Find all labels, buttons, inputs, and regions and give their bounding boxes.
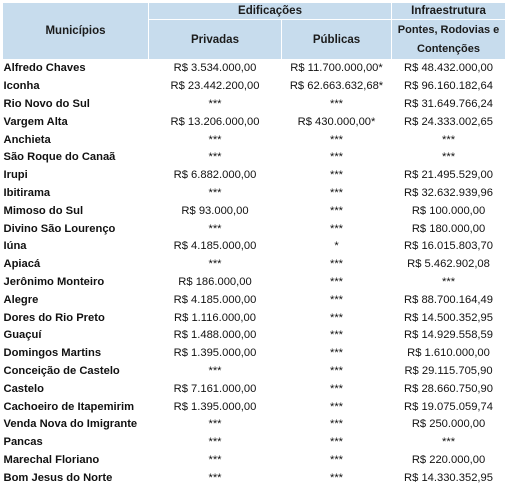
infraestrutura-cell: *** xyxy=(392,131,506,149)
data-table-container xyxy=(2,2,505,487)
privadas-cell: *** xyxy=(149,469,282,487)
table-row xyxy=(3,326,506,344)
table-row xyxy=(3,77,506,95)
privadas-cell: R$ 1.488.000,00 xyxy=(149,326,282,344)
municipio-cell: Iconha xyxy=(3,77,149,95)
header-infraestrutura: Infraestrutura xyxy=(392,3,506,20)
privadas-cell: *** xyxy=(149,433,282,451)
table-row xyxy=(3,148,506,166)
header-edificacoes: Edificações xyxy=(149,3,392,20)
privadas-cell: *** xyxy=(149,255,282,273)
infraestrutura-cell: R$ 48.432.000,00 xyxy=(392,60,506,78)
privadas-cell: *** xyxy=(149,415,282,433)
table-row xyxy=(3,113,506,131)
data-table xyxy=(2,2,506,487)
municipio-cell: Alegre xyxy=(3,291,149,309)
municipio-cell: Divino São Lourenço xyxy=(3,220,149,238)
table-row xyxy=(3,95,506,113)
municipio-cell: Guaçuí xyxy=(3,326,149,344)
municipio-cell: Anchieta xyxy=(3,131,149,149)
infraestrutura-cell: R$ 16.015.803,70 xyxy=(392,237,506,255)
infraestrutura-cell: R$ 180.000,00 xyxy=(392,220,506,238)
municipio-cell: São Roque do Canaã xyxy=(3,148,149,166)
municipio-cell: Ibitirama xyxy=(3,184,149,202)
privadas-cell: *** xyxy=(149,184,282,202)
table-row xyxy=(3,202,506,220)
municipio-cell: Venda Nova do Imigrante xyxy=(3,415,149,433)
infraestrutura-cell: R$ 14.929.558,59 xyxy=(392,326,506,344)
privadas-cell: *** xyxy=(149,131,282,149)
municipio-cell: Apiacá xyxy=(3,255,149,273)
table-row xyxy=(3,237,506,255)
municipio-cell: Vargem Alta xyxy=(3,113,149,131)
publicas-cell: *** xyxy=(282,220,392,238)
table-body xyxy=(3,60,506,487)
publicas-cell: *** xyxy=(282,273,392,291)
table-row xyxy=(3,255,506,273)
table-row xyxy=(3,415,506,433)
publicas-cell: *** xyxy=(282,326,392,344)
publicas-cell: R$ 11.700.000,00* xyxy=(282,60,392,78)
publicas-cell: *** xyxy=(282,95,392,113)
privadas-cell: R$ 13.206.000,00 xyxy=(149,113,282,131)
table-row xyxy=(3,398,506,416)
privadas-cell: *** xyxy=(149,95,282,113)
municipio-cell: Iúna xyxy=(3,237,149,255)
table-row xyxy=(3,184,506,202)
privadas-cell: *** xyxy=(149,220,282,238)
infraestrutura-cell: R$ 31.649.766,24 xyxy=(392,95,506,113)
infraestrutura-cell: R$ 32.632.939,96 xyxy=(392,184,506,202)
infraestrutura-cell: R$ 250.000,00 xyxy=(392,415,506,433)
table-row xyxy=(3,451,506,469)
publicas-cell: R$ 430.000,00* xyxy=(282,113,392,131)
header-publicas: Públicas xyxy=(282,20,392,60)
infraestrutura-cell: *** xyxy=(392,273,506,291)
infraestrutura-cell: R$ 29.115.705,90 xyxy=(392,362,506,380)
privadas-cell: *** xyxy=(149,362,282,380)
infraestrutura-cell: R$ 96.160.182,64 xyxy=(392,77,506,95)
privadas-cell: *** xyxy=(149,451,282,469)
infraestrutura-cell: R$ 24.333.002,65 xyxy=(392,113,506,131)
infraestrutura-cell: *** xyxy=(392,148,506,166)
privadas-cell: R$ 4.185.000,00 xyxy=(149,237,282,255)
publicas-cell: *** xyxy=(282,309,392,327)
municipio-cell: Bom Jesus do Norte xyxy=(3,469,149,487)
publicas-cell: *** xyxy=(282,398,392,416)
privadas-cell: R$ 186.000,00 xyxy=(149,273,282,291)
municipio-cell: Pancas xyxy=(3,433,149,451)
publicas-cell: *** xyxy=(282,291,392,309)
infraestrutura-cell: R$ 28.660.750,90 xyxy=(392,380,506,398)
municipio-cell: Cachoeiro de Itapemirim xyxy=(3,398,149,416)
privadas-cell: R$ 1.395.000,00 xyxy=(149,398,282,416)
municipio-cell: Castelo xyxy=(3,380,149,398)
privadas-cell: R$ 1.395.000,00 xyxy=(149,344,282,362)
table-row xyxy=(3,220,506,238)
publicas-cell: *** xyxy=(282,131,392,149)
header-pontes: Pontes, Rodovias e Contenções xyxy=(392,20,506,60)
table-row xyxy=(3,291,506,309)
publicas-cell: *** xyxy=(282,148,392,166)
publicas-cell: *** xyxy=(282,433,392,451)
infraestrutura-cell: R$ 220.000,00 xyxy=(392,451,506,469)
infraestrutura-cell: R$ 14.330.352,95 xyxy=(392,469,506,487)
infraestrutura-cell: R$ 19.075.059,74 xyxy=(392,398,506,416)
privadas-cell: R$ 3.534.000,00 xyxy=(149,60,282,78)
infraestrutura-cell: R$ 1.610.000,00 xyxy=(392,344,506,362)
publicas-cell: *** xyxy=(282,451,392,469)
table-row xyxy=(3,469,506,487)
publicas-cell: R$ 62.663.632,68* xyxy=(282,77,392,95)
municipio-cell: Dores do Rio Preto xyxy=(3,309,149,327)
privadas-cell: R$ 1.116.000,00 xyxy=(149,309,282,327)
municipio-cell: Jerônimo Monteiro xyxy=(3,273,149,291)
publicas-cell: *** xyxy=(282,255,392,273)
table-row xyxy=(3,362,506,380)
publicas-cell: *** xyxy=(282,344,392,362)
privadas-cell: R$ 6.882.000,00 xyxy=(149,166,282,184)
publicas-cell: *** xyxy=(282,380,392,398)
municipio-cell: Irupi xyxy=(3,166,149,184)
infraestrutura-cell: R$ 100.000,00 xyxy=(392,202,506,220)
table-row xyxy=(3,380,506,398)
publicas-cell: * xyxy=(282,237,392,255)
privadas-cell: R$ 93.000,00 xyxy=(149,202,282,220)
infraestrutura-cell: R$ 5.462.902,08 xyxy=(392,255,506,273)
header-municipios: Municípios xyxy=(3,3,149,60)
municipio-cell: Mimoso do Sul xyxy=(3,202,149,220)
municipio-cell: Marechal Floriano xyxy=(3,451,149,469)
header-privadas: Privadas xyxy=(149,20,282,60)
municipio-cell: Domingos Martins xyxy=(3,344,149,362)
municipio-cell: Conceição de Castelo xyxy=(3,362,149,380)
infraestrutura-cell: *** xyxy=(392,433,506,451)
table-row xyxy=(3,60,506,78)
publicas-cell: *** xyxy=(282,202,392,220)
privadas-cell: *** xyxy=(149,148,282,166)
municipio-cell: Rio Novo do Sul xyxy=(3,95,149,113)
infraestrutura-cell: R$ 88.700.164,49 xyxy=(392,291,506,309)
privadas-cell: R$ 23.442.200,00 xyxy=(149,77,282,95)
publicas-cell: *** xyxy=(282,184,392,202)
table-row xyxy=(3,273,506,291)
publicas-cell: *** xyxy=(282,166,392,184)
municipio-cell: Alfredo Chaves xyxy=(3,60,149,78)
publicas-cell: *** xyxy=(282,362,392,380)
table-row xyxy=(3,131,506,149)
table-row xyxy=(3,344,506,362)
table-row xyxy=(3,166,506,184)
publicas-cell: *** xyxy=(282,469,392,487)
infraestrutura-cell: R$ 14.500.352,95 xyxy=(392,309,506,327)
infraestrutura-cell: R$ 21.495.529,00 xyxy=(392,166,506,184)
table-row xyxy=(3,433,506,451)
privadas-cell: R$ 4.185.000,00 xyxy=(149,291,282,309)
publicas-cell: *** xyxy=(282,415,392,433)
table-row xyxy=(3,309,506,327)
privadas-cell: R$ 7.161.000,00 xyxy=(149,380,282,398)
